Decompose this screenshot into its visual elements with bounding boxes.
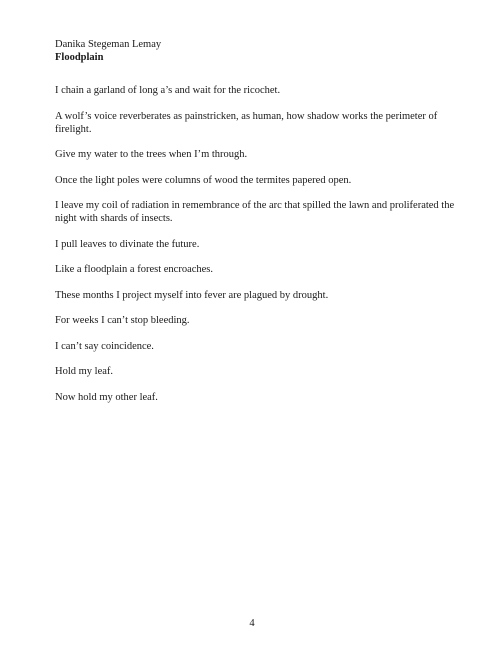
poem-line: Give my water to the trees when I’m through. bbox=[55, 149, 248, 160]
poem-line: Once the light poles were columns of wood the termites papered open. bbox=[55, 174, 352, 186]
poem-body bbox=[55, 84, 455, 416]
poem-line: Hold my leaf. bbox=[55, 366, 114, 377]
poem-line: Now hold my other leaf. bbox=[55, 391, 158, 403]
page-number: 4 bbox=[249, 618, 255, 629]
poem-line: I chain a garland of long a’s and wait for the ricochet. bbox=[55, 85, 281, 96]
author-name: Danika Stegeman Lemay bbox=[55, 39, 162, 50]
poem-title: Floodplain bbox=[55, 52, 104, 63]
poem-line: I pull leaves to divinate the future. bbox=[55, 238, 200, 250]
poem-line: A wolf’s voice reverberates as painstricken, as human, how shadow works the perimeter of firelight. bbox=[55, 110, 438, 135]
poem-header bbox=[55, 38, 455, 64]
poem-line: Like a floodplain a forest encroaches. bbox=[55, 264, 214, 275]
poem-line: These months I project myself into fever are plagued by drought. bbox=[55, 289, 329, 301]
poem-line: I leave my coil of radiation in remembrance of the arc that spilled the lawn and proliferated the night with shards of insects. bbox=[55, 200, 455, 224]
poem-line: I can’t say coincidence. bbox=[55, 340, 154, 352]
poem-line: For weeks I can’t stop bleeding. bbox=[55, 315, 190, 326]
